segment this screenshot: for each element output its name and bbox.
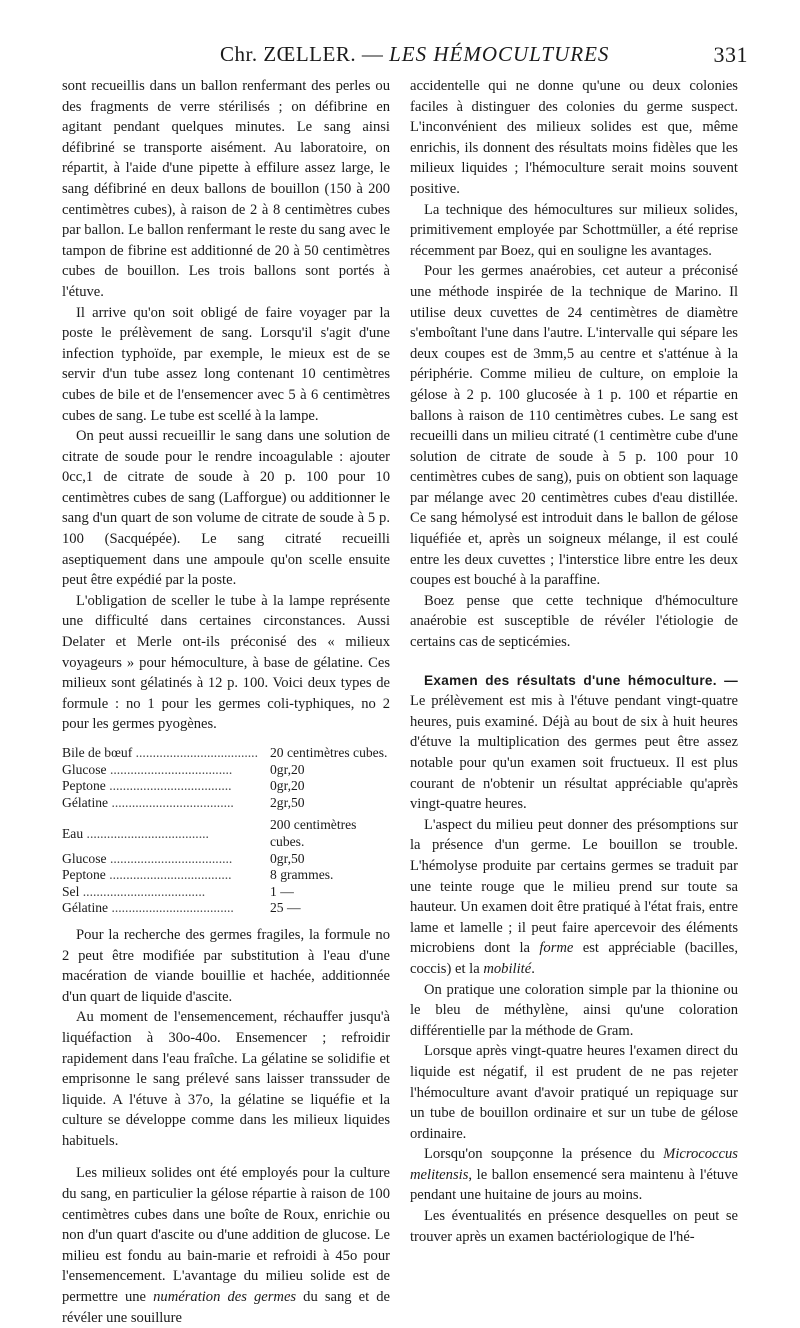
title-dash: — — [361, 42, 384, 66]
text-run: Le prélèvement est mis à l'étuve pendant vingt-quatre heures, puis examiné. Déjà au bout de six à huit heures d'étuve la multiplication des germes peut être assez notable pour qu'un examen soit fructueux. Il est plus courant de n'obtenir un résultat appréciable qu'après vingt-quatre heures. — [410, 693, 738, 813]
formula-row — [62, 900, 390, 917]
ingredient-name: Bile de bœuf — [62, 745, 133, 760]
section-heading: Examen des résultats d'une hémoculture. — — [424, 672, 738, 688]
text-run: . — [531, 960, 535, 977]
leader-dots: .................................... — [106, 761, 233, 777]
paragraph: sont recueillis dans un ballon renfermant des perles ou des fragments de verre stérilisés ; on défibrine en agitant pendant quelques minutes. Le sang ainsi défibriné se transporte aisément. Au laboratoire, on répartit, à l'aide d'une pipette à effilure assez large, le sang défibriné en deux ballons de bouillon (150 à 200 centimètres cubes), à raison de 2 à 8 centimètres cubes par ballon. Le ballon renfermant le reste du sang avec le tampon de fibrine est additionné de 20 à 50 centimètres cubes de bouillon. Les trois ballons sont portés à l'étuve. — [62, 78, 390, 300]
right-column — [410, 76, 738, 1247]
ingredient-cell — [62, 900, 270, 917]
ingredient-quantity: 2gr,50 — [270, 794, 305, 810]
ingredient-name: Peptone — [62, 778, 106, 794]
paragraph: Il arrive qu'on soit obligé de faire voyager par la poste le prélèvement de sang. Lorsqu'il s'agit d'une infection typhoïde, par exemple, le mieux est de se servir d'un tube assez long contenant 10 centimètres cubes de bile et de l'ensemencer avec 5 à 6 centimètres cubes de sang. Le tube est scellé à la lampe. — [62, 304, 390, 424]
leader-dots: .................................... — [105, 867, 232, 883]
ingredient-quantity: 0gr,50 — [270, 850, 305, 866]
ingredient-cell — [62, 867, 270, 884]
italic-run: numération des germes — [153, 1289, 297, 1306]
paragraph: Pour la recherche des germes fragiles, la formule no 2 peut être modifiée par substitution à l'eau d'une macération de viande bouillie et hachée, additionnée d'un quart de liquide d'ascite. — [62, 926, 390, 1005]
ingredient-quantity: 25 — — [270, 900, 301, 916]
ingredient-quantity: 200 centimètres cubes. — [270, 817, 357, 849]
paragraph: Pour les germes anaérobies, cet auteur a préconisé une méthode inspirée de la technique de Marino. Il utilise deux cuvettes de 24 centimètres de diamètre s'emboîtant l'une dans l'autre. L'intervalle qui sépare les deux coupes est de 3mm,5 au centre et s'atténue à la périphérie. Comme milieu de culture, on emploie la gélose à 2 p. 100 glucosée à 1 p. 100 et répartie en ballons à raison de 110 centimètres cubes. Le sang est recueilli dans un milieu citraté (1 centimètre cube d'une solution de citrate de soude à 5 p. 100 pour 10 centimètres cubes de sang), puis on obtient son laquage par mélange avec 20 centimètres cubes d'eau distillée. Ce sang hémolysé est introduit dans le ballon de gélose liquéfiée et, après un soigneux mélange, il est coulé entre les deux cuvettes ; l'interstice libre entre les deux coupes est bouché à la paraffine. — [410, 263, 738, 589]
author-name: Chr. ZŒLLER. — [220, 42, 357, 66]
formula-row — [62, 867, 390, 884]
italic-run: mobilité — [483, 960, 532, 977]
ingredient-quantity: 8 grammes. — [270, 867, 334, 883]
ingredient-cell — [62, 795, 270, 812]
paragraph — [410, 1144, 738, 1206]
left-column — [62, 76, 390, 1328]
text-run: du sang et de révéler une souillure — [62, 1289, 391, 1326]
leader-dots: .................................... — [83, 825, 209, 841]
ingredient-name: Eau — [62, 825, 84, 841]
paragraph: Au moment de l'ensemencement, réchauffer jusqu'à liquéfaction à 30o-40o. Ensemencer ; refroidir rapidement dans l'eau fraîche. La gélatine se solidifie et emprisonne le sang prélevé sans laisser transsuder de liquide. A l'étuve à 37o, la gélatine se liquéfie et la culture se développe comme dans les milieux liquides habituels. — [62, 1009, 390, 1149]
chapter-title: LES HÉMOCULTURES — [389, 42, 610, 66]
italic-run: Micrococcus melitensis — [410, 1146, 738, 1183]
ingredient-name: Gélatine — [62, 900, 109, 916]
ingredient-cell — [62, 811, 270, 850]
ingredient-quantity: 0gr,20 — [270, 761, 305, 777]
leader-dots: .................................... — [106, 850, 233, 866]
ingredient-name: Glucose — [62, 850, 107, 866]
page-number: 331 — [713, 42, 748, 67]
formula-row — [62, 795, 390, 812]
ingredient-quantity: 0gr,20 — [270, 778, 305, 794]
ingredient-cell — [62, 745, 270, 762]
running-header — [60, 42, 748, 72]
ingredient-quantity: 20 centimètres cubes. — [270, 745, 388, 760]
ingredient-name: Gélatine — [62, 794, 109, 810]
leader-dots: .................................... — [105, 778, 232, 794]
formula-row — [62, 778, 390, 795]
ingredient-name: Peptone — [62, 867, 106, 883]
formula-row — [62, 851, 390, 868]
leader-dots: .................................... — [108, 794, 234, 810]
paragraph: La technique des hémocultures sur milieux solides, primitivement employée par Schottmüller, a été reprise récemment par Boez, qui en souligne les avantages. — [410, 201, 738, 259]
formula-row — [62, 762, 390, 779]
text-run: Les milieux solides ont été employés pour la culture du sang, en particulier la gélose répartie à raison de 100 centimètres cubes dans une boîte de Roux, enrichie ou non d'un quart d'ascite ou d'une addition de glucose. Le milieu est fondu au bain-marie et refroidi à 45o pour l'ensemencement. L'avantage du milieu solide est de permettre une — [62, 1165, 390, 1306]
formula-row — [62, 884, 390, 901]
paragraph: Lorsque après vingt-quatre heures l'examen direct du liquide est négatif, il est prudent de ne pas rejeter l'hémoculture avant d'avoir pratiqué un repiquage sur un tube de bouillon ordinaire et sur un tube de gélose ordinaire. — [410, 1043, 738, 1142]
text-run: est appréciable (bacilles, coccis) et la — [410, 940, 738, 977]
paragraph — [410, 815, 738, 980]
text-run: , le ballon ensemencé sera maintenu à l'étuve pendant une huitaine de jours au moins. — [410, 1166, 738, 1204]
ingredient-quantity: 1 — — [270, 883, 294, 899]
leader-dots: .................................... — [132, 745, 258, 760]
leader-dots: .................................... — [108, 900, 234, 916]
paragraph: On pratique une coloration simple par la thionine ou le bleu de méthylène, ainsi qu'une coloration différentielle par la méthode de Gram. — [410, 981, 738, 1039]
leader-dots: .................................... — [79, 883, 206, 899]
formula-table — [62, 745, 390, 917]
formula-row — [62, 811, 390, 850]
ingredient-cell — [62, 884, 270, 901]
paragraph: On peut aussi recueillir le sang dans une solution de citrate de soude pour le rendre incoagulable : ajouter 0cc,1 de citrate de soude à 20 p. 100 pour 10 centimètres cubes de sang (Lafforgue) ou additionner le sang d'un quart de son volume de citrate de soude à 5 p. 100 (Sacquépée). Le sang citraté recueilli aseptiquement dans une ampoule qu'on scelle ensuite peut être expédié par la poste. — [62, 428, 390, 589]
formula-row — [62, 745, 390, 762]
paragraph: accidentelle qui ne donne qu'une ou deux colonies faciles à distinguer des colonies du germe suspect. L'inconvénient des milieux solides est que, même enrichis, ils donnent des résultats moins fidèles que les milieux liquides ; l'hémoculture serait moins souvent positive. — [410, 78, 738, 197]
text-run: L'aspect du milieu peut donner des présomptions sur la présence d'un germe. Le bouillon se trouble. L'hémolyse produite par certains germes se traduit par une teinte rouge que le milieu prend sur toute sa hauteur. Un examen doit être pratiqué à l'état frais, entre lame et lamelle ; il peut faire apercevoir des éléments microbiens dont la — [410, 816, 739, 957]
italic-run: forme — [539, 940, 574, 957]
ingredient-name: Glucose — [62, 761, 107, 777]
ingredient-name: Sel — [62, 883, 80, 899]
paragraph: Boez pense que cette technique d'hémoculture anaérobie est susceptible de révéler l'étiologie de certains cas de septicémies. — [410, 592, 738, 651]
paragraph: L'obligation de sceller le tube à la lampe représente une difficulté dans certaines circonstances. Aussi Delater et Merle ont-ils préconisé des « milieux voyageurs » pour hémoculture, à base de gélatine. Ces milieux sont gélatinés à 12 p. 100. Voici deux types de formule : no 1 pour les germes coli-typhiques, no 2 pour les germes pyogènes. — [62, 592, 390, 733]
text-run: Lorsqu'on soupçonne la présence du — [424, 1146, 664, 1163]
running-title — [220, 42, 609, 67]
ingredient-cell — [62, 762, 270, 779]
paragraph — [62, 1163, 390, 1328]
section-paragraph — [410, 671, 738, 815]
ingredient-cell — [62, 778, 270, 795]
ingredient-cell — [62, 851, 270, 868]
paragraph: Les éventualités en présence desquelles on peut se trouver après un examen bactériologique de l'hé- — [410, 1208, 738, 1245]
